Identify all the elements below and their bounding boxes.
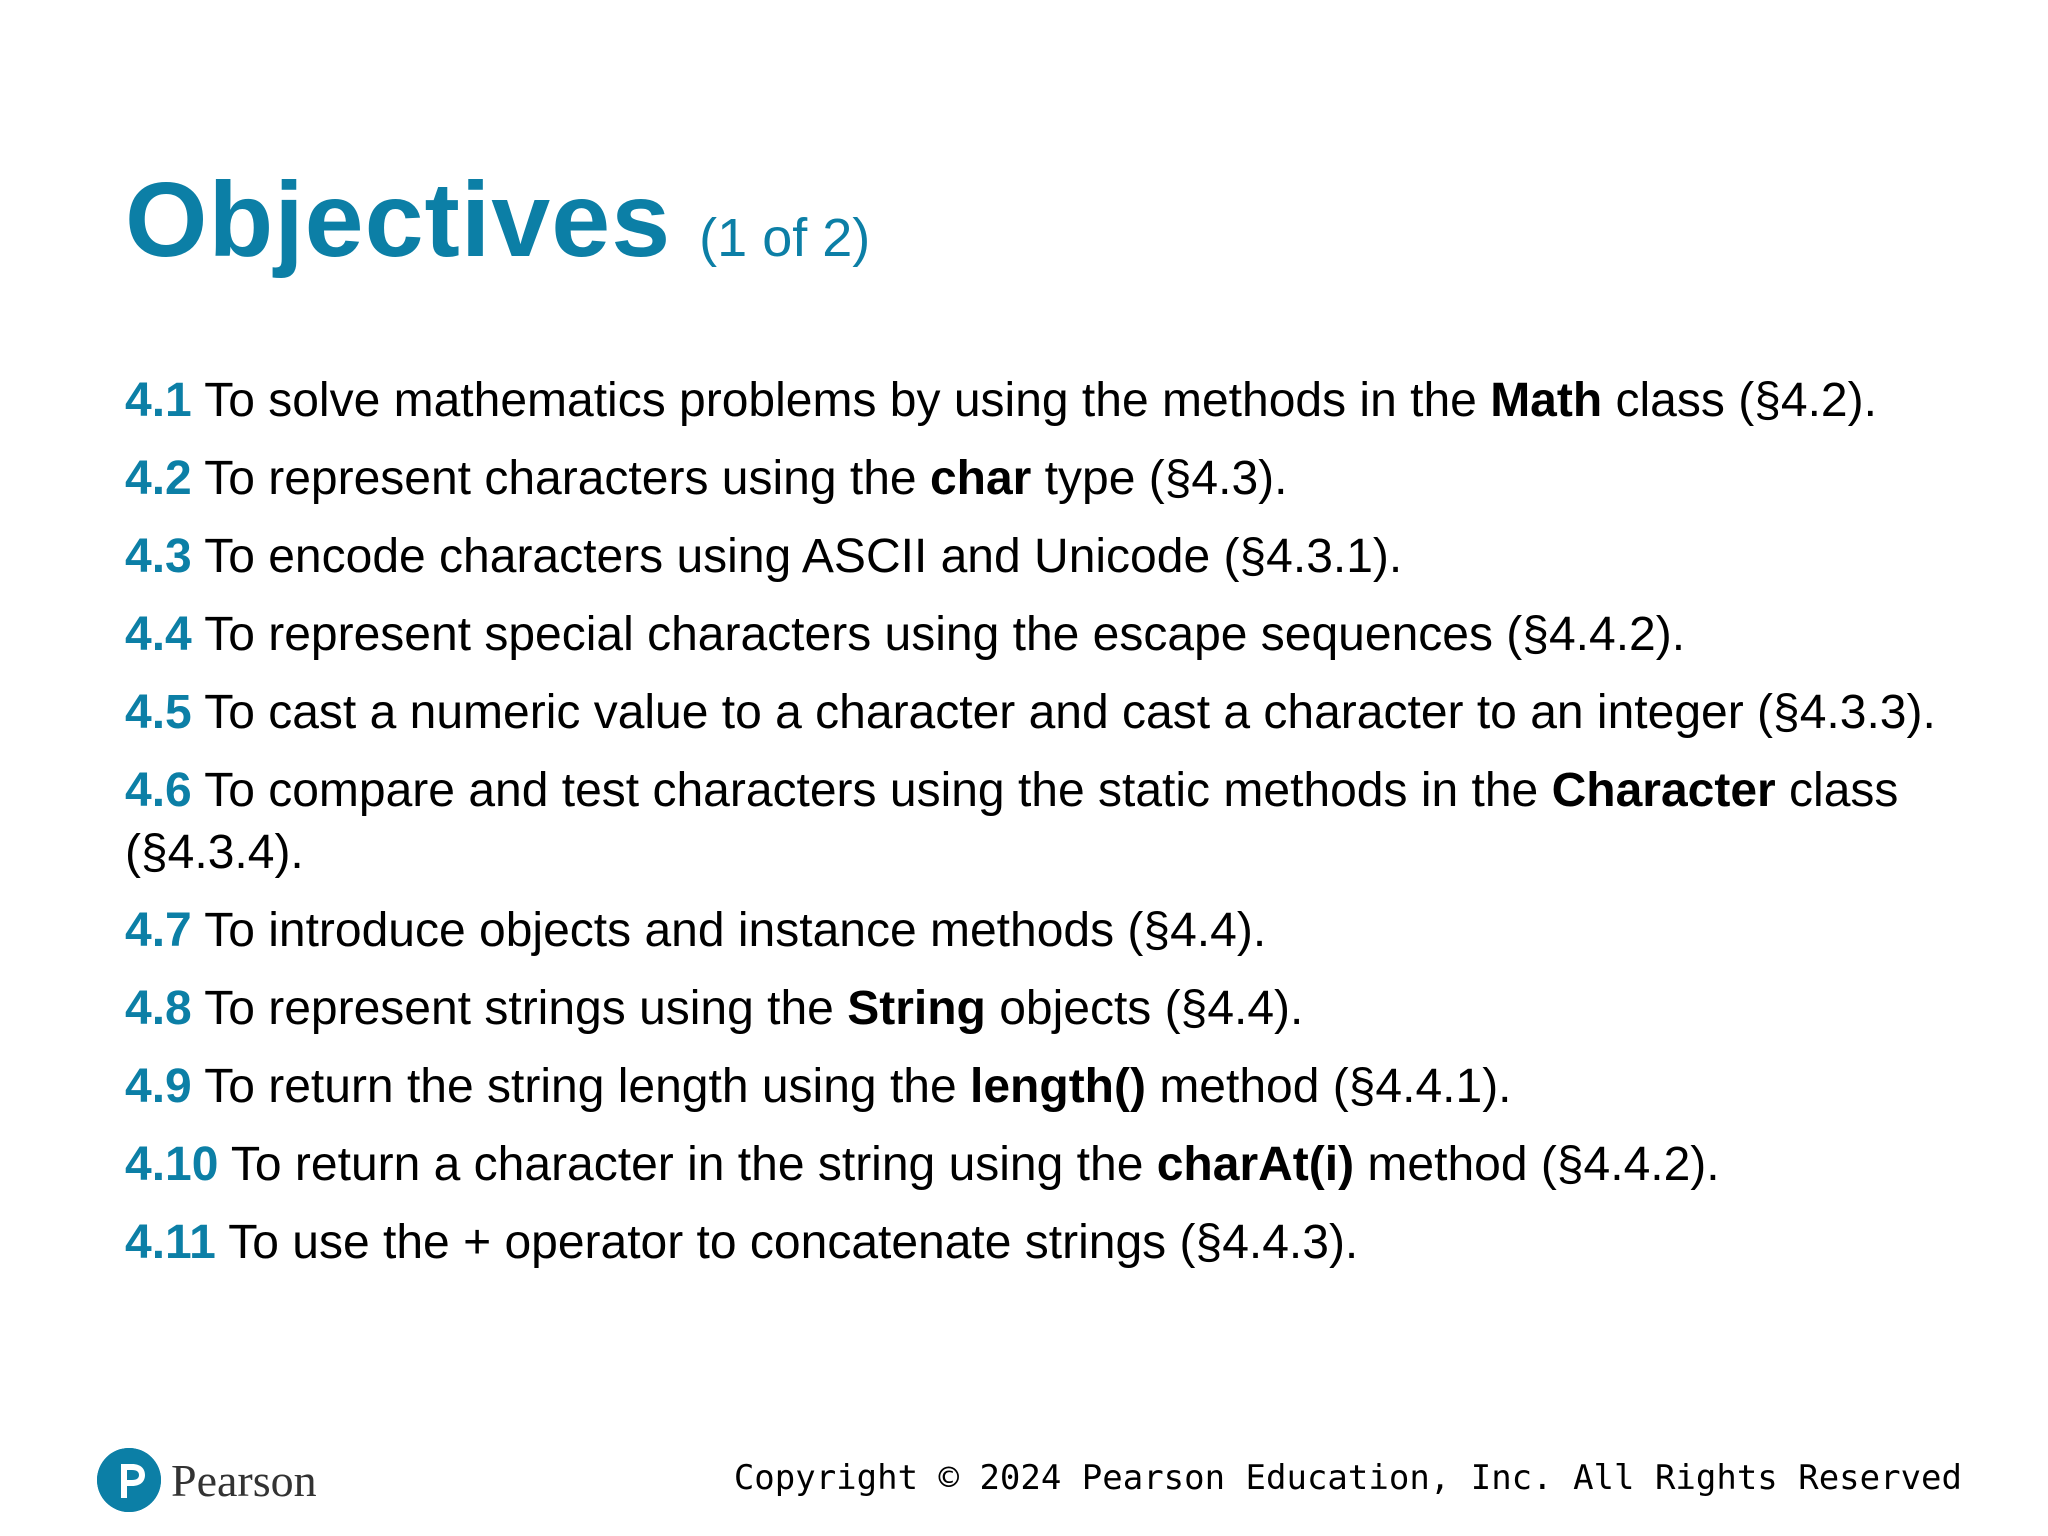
objective-number: 4.6 [125,764,192,817]
objective-4-9 [125,1056,1985,1118]
objectives-list [125,370,1985,1290]
objective-text: method (§4.4.1). [1159,1060,1512,1113]
objective-4-7 [125,900,1985,962]
objective-text: To cast a numeric value to a character and cast a character to an integer (§4.3.3). [204,686,1936,739]
objective-text: To use the + operator to concatenate strings (§4.4.3). [228,1216,1359,1269]
objective-number: 4.8 [125,982,192,1035]
objective-number: 4.11 [125,1216,216,1269]
pearson-p-icon [97,1448,161,1512]
copyright-notice: Copyright © 2024 Pearson Education, Inc. All Rights Reserved [733,1458,1962,1498]
objective-keyword: length() [970,1060,1146,1113]
objective-keyword: char [929,452,1032,505]
objective-number: 4.4 [125,608,192,661]
objective-text: To return a character in the string using the [230,1138,1144,1191]
page-title [125,160,870,281]
objective-number: 4.2 [125,452,192,505]
objective-number: 4.10 [125,1138,219,1191]
objective-text: To represent characters using the [204,452,917,505]
pearson-logo [97,1448,317,1512]
objective-4-10 [125,1134,1985,1196]
title-subtitle: (1 of 2) [699,208,871,268]
objective-text: To represent special characters using the escape sequences (§4.4.2). [204,608,1686,661]
objective-number: 4.7 [125,904,192,957]
objective-number: 4.9 [125,1060,192,1113]
objective-keyword: Character [1551,764,1776,817]
objective-text: type (§4.3). [1044,452,1288,505]
objective-4-1 [125,370,1985,432]
objective-text: objects (§4.4). [999,982,1304,1035]
objective-keyword: charAt(i) [1156,1138,1355,1191]
objective-text: To introduce objects and instance methods (§4.4). [204,904,1267,957]
pearson-wordmark: Pearson [171,1454,317,1506]
objective-4-6 [125,760,1985,884]
objective-4-5 [125,682,1985,744]
objective-number: 4.3 [125,530,192,583]
objective-4-4 [125,604,1985,666]
objective-number: 4.1 [125,374,192,427]
objective-text: class (§4.2). [1615,374,1877,427]
objective-4-8 [125,978,1985,1040]
objective-4-11 [125,1212,1985,1274]
objective-text: To compare and test characters using the static methods in the [204,764,1539,817]
objective-text: To solve mathematics problems by using the methods in the [204,374,1477,427]
objective-text: method (§4.4.2). [1367,1138,1720,1191]
objective-number: 4.5 [125,686,192,739]
objective-keyword: String [847,982,986,1035]
objective-4-3 [125,526,1985,588]
objective-text: To encode characters using ASCII and Unicode (§4.3.1). [204,530,1403,583]
objective-4-2 [125,448,1985,510]
title-main: Objectives [125,161,672,279]
objective-text: To represent strings using the [204,982,834,1035]
objective-keyword: Math [1490,374,1603,427]
objective-text: class (§4.3.4). [125,764,1899,879]
objective-text: To return the string length using the [204,1060,957,1113]
